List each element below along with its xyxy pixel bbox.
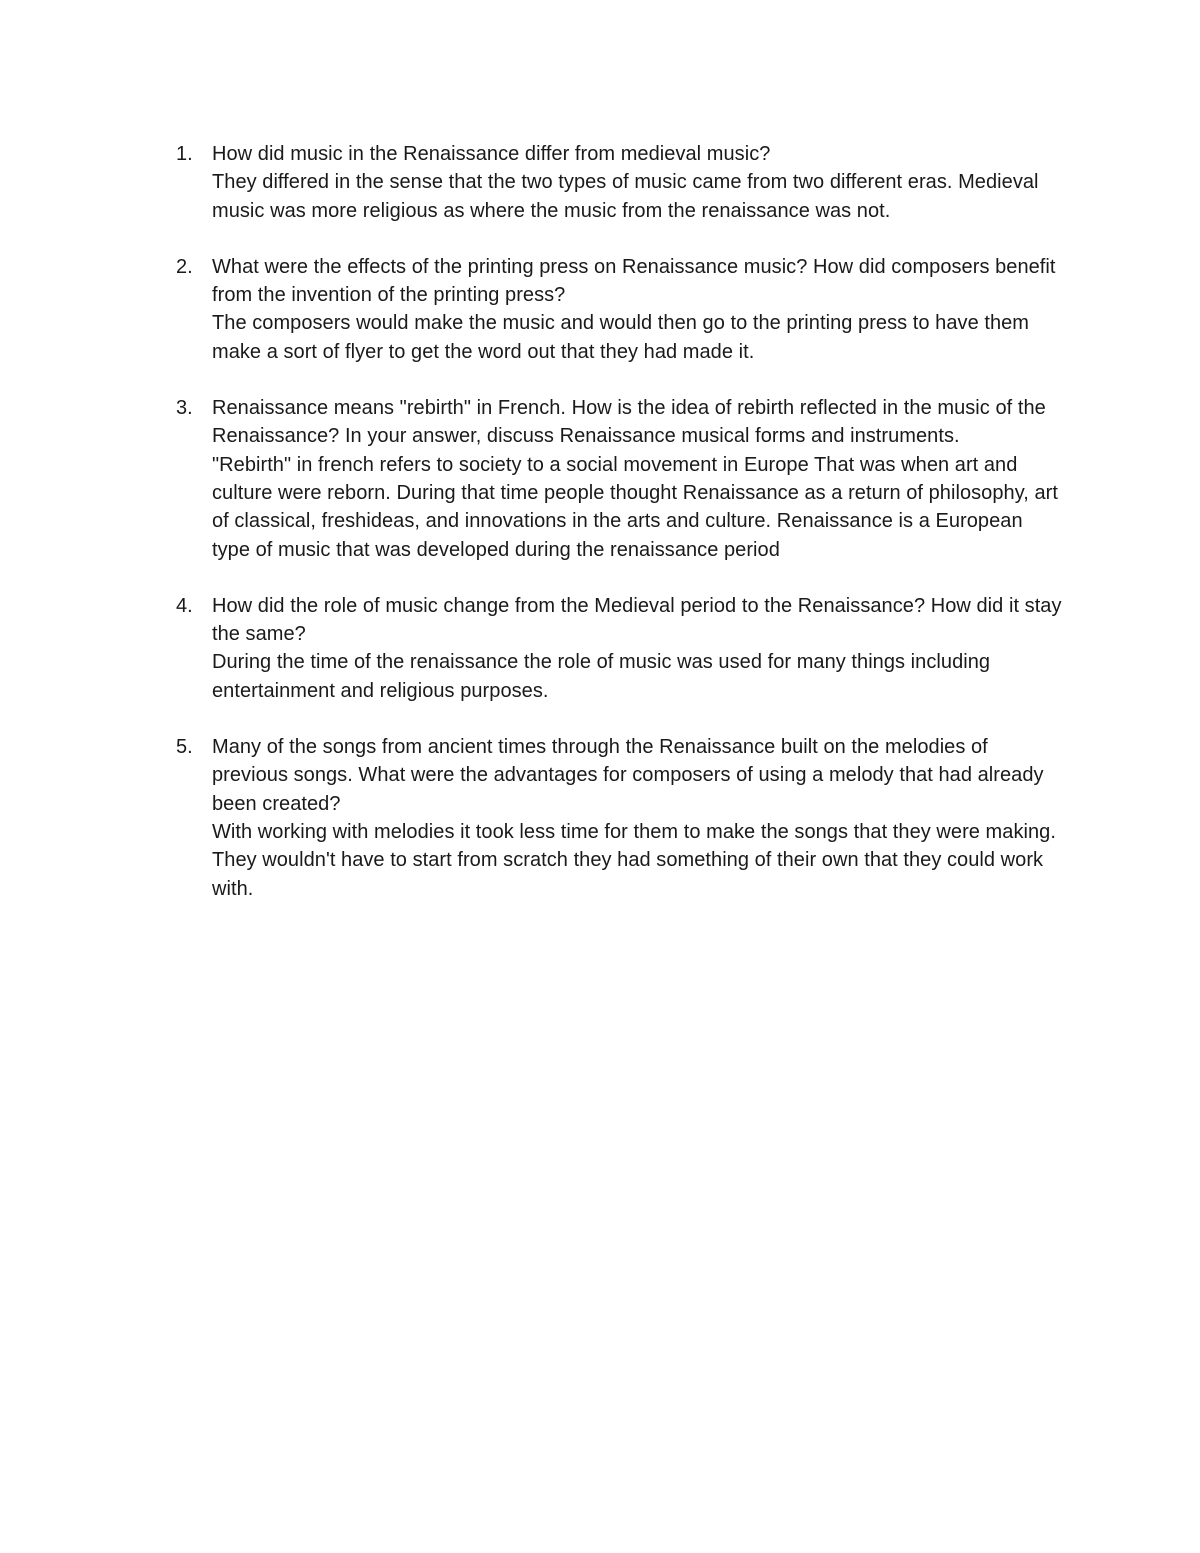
answer-text: They differed in the sense that the two types of music came from two different eras. Medieval music was more religious as where the music from the renaissance was not. (212, 171, 1039, 222)
question-text: How did the role of music change from the Medieval period to the Renaissance? How did it stay the same? (212, 594, 1062, 646)
question-item-3 (172, 394, 1062, 564)
question-text: What were the effects of the printing press on Renaissance music? How did composers benefit from the invention of the printing press? (212, 255, 1056, 307)
answer-text: "Rebirth" in french refers to society to a social movement in Europe That was when art and culture were reborn. During that time people thought Renaissance as a return of philosophy, art of classical, freshideas, and innovations in the arts and culture. Renaissance is a European type of music that was developed during the renaissance period (212, 453, 1058, 561)
question-text: Renaissance means "rebirth" in French. How is the idea of rebirth reflected in the music of the Renaissance? In your answer, discuss Renaissance musical forms and instruments. (212, 397, 1046, 448)
question-item-5 (172, 733, 1062, 903)
question-list (172, 140, 1062, 931)
question-number: 1. (176, 143, 193, 165)
question-item-2 (172, 253, 1062, 366)
question-number: 5. (176, 736, 193, 759)
question-text: Many of the songs from ancient times through the Renaissance built on the melodies of previous songs. What were the advantages for composers of using a melody that had already been created? (212, 736, 1044, 815)
answer-text: With working with melodies it took less time for them to make the songs that they were making. They wouldn't have to start from scratch they had something of their own that they could work with. (212, 820, 1056, 900)
answer-text: The composers would make the music and would then go to the printing press to have them make a sort of flyer to get the word out that they had made it. (212, 312, 1030, 363)
question-number: 2. (176, 255, 193, 278)
question-text: How did music in the Renaissance differ from medieval music? (212, 143, 771, 165)
question-item-1 (172, 140, 1062, 225)
question-item-4 (172, 592, 1062, 705)
answer-text: During the time of the renaissance the role of music was used for many things including entertainment and religious purposes. (212, 651, 991, 702)
question-number: 3. (176, 397, 193, 420)
question-number: 4. (176, 594, 193, 617)
